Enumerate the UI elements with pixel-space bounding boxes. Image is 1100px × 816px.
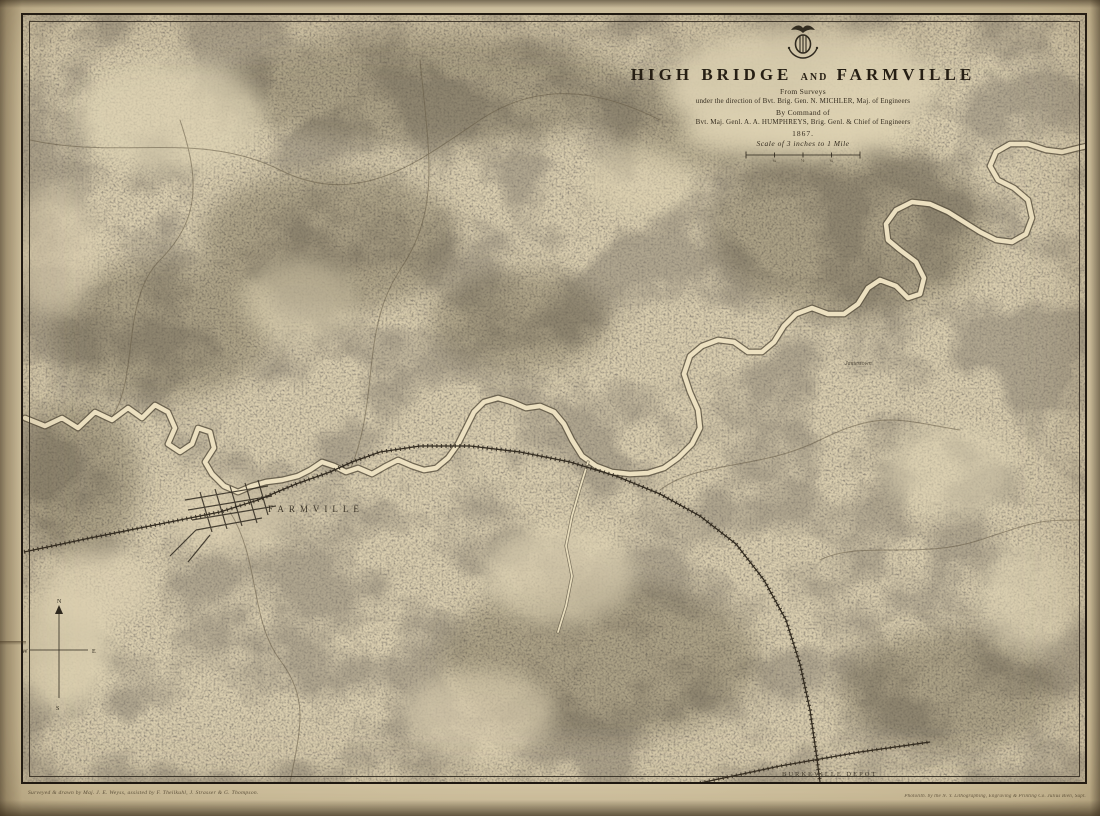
map-year: 1867. — [792, 128, 814, 138]
page-edge-left — [0, 0, 22, 816]
map-title-right: FARMVILLE — [836, 65, 976, 84]
subtitle-from-surveys: From Surveys — [780, 86, 826, 96]
subtitle-by-command: By Command of — [776, 107, 830, 117]
page-edge-right — [1090, 0, 1100, 816]
scale-tick-half: ½ — [801, 158, 805, 163]
page-edge-top — [0, 0, 1100, 8]
subtitle-humphreys: Bvt. Maj. Genl. A. A. HUMPHREYS, Brig. Genl. & Chief of Engineers — [695, 117, 911, 126]
scale-tick-quarter: ¼ — [772, 158, 776, 163]
place-label-burkeville-depot: BURKEVILLE DEPOT — [782, 771, 878, 778]
publisher-credit-line: Photolith. by the N. Y. Lithographing, Engraving & Printing Co. Julius Bien, Supt. — [904, 794, 1086, 799]
compass-south-label: S — [56, 706, 60, 712]
surveyor-credit-line: Surveyed & drawn by Maj. J. E. Weyss, assisted by F. Theilkuhl, J. Strasser & G. Thompson. — [28, 790, 259, 796]
map-title-left: HIGH BRIDGE — [630, 65, 793, 84]
compass-west-label: W — [22, 649, 28, 655]
subtitle-direction: under the direction of Bvt. Brig. Gen. N. MICHLER, Maj. of Engineers — [695, 96, 911, 105]
title-block — [628, 24, 978, 162]
scale-tick-threequarter: ¾ — [829, 158, 833, 163]
scale-bar — [743, 149, 863, 162]
scale-label: Scale of 3 inches to 1 Mile — [756, 138, 850, 148]
compass-east-label: E — [92, 649, 96, 655]
place-label-jamestown: Jamestown — [845, 361, 872, 367]
map-title — [628, 66, 978, 85]
page-edge-bottom — [0, 800, 1100, 816]
union-eagle-crest-icon — [786, 24, 820, 64]
map-title-and: AND — [800, 72, 829, 83]
compass-north-label: N — [57, 599, 62, 605]
place-label-farmville: FARMVILLE — [268, 504, 364, 514]
